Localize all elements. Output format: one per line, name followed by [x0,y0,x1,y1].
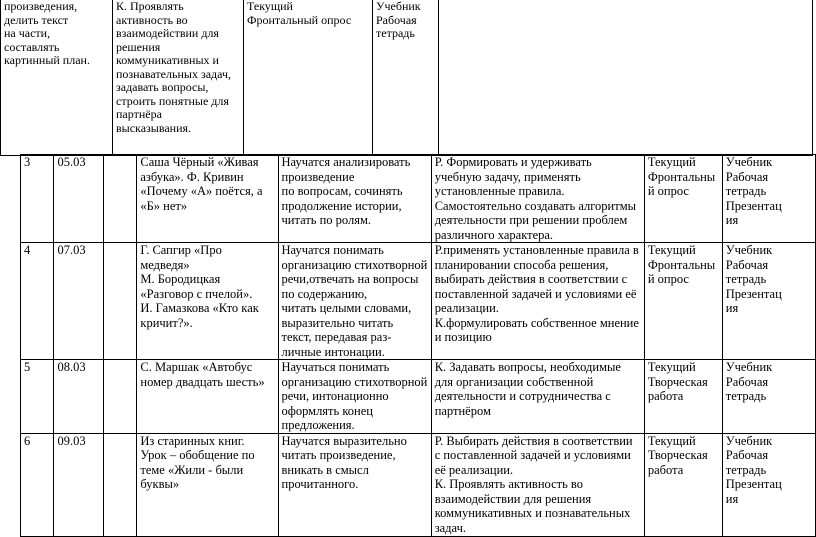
cell-num: 3 [21,155,54,243]
cell-topic: Из старинных книг. Урок – обобщение по теме «Жили - были буквы» [137,433,278,536]
cell-materials: Учебник Рабочая тетрадь Презентац ия [722,243,815,360]
cell-materials: Учебник Рабочая тетрадь Презентац ия [722,433,815,536]
cell-empty [104,360,137,434]
cell-date: 09.03 [54,433,104,536]
cell-uud: Р.применять установленные правила в планировании способа решения, выбирать действия в соответствии с поставленной задачей и условиями её реализации. К.формулировать собственное мнение и позицию [431,243,644,360]
cell-topic: С. Маршак «Автобус номер двадцать шесть» [137,360,278,434]
table-row [21,155,816,243]
table-row [21,243,816,360]
cell-num: 5 [21,360,54,434]
cell-control: Текущий Творческая работа [644,433,722,536]
cell-num: 6 [21,433,54,536]
cell-results: Научатся анализировать произведение по вопросам, сочинять продолжение истории, читать по ролям. [278,155,431,243]
cell-date: 05.03 [54,155,104,243]
cell-num: 4 [21,243,54,360]
table-row [21,433,816,536]
top-row [1,0,813,156]
table-row [21,360,816,434]
cell-uud: К. Задавать вопросы, необходимые для организации собственной деятельности и сотрудничества с партнёром [431,360,644,434]
top-cell-empty [439,0,813,156]
cell-date: 08.03 [54,360,104,434]
cell-results: Научаться понимать организацию стихотворной речи, интонационно оформлять конец предложения. [278,360,431,434]
cell-empty [104,243,137,360]
cell-empty [104,155,137,243]
cell-control: Текущий Фронтальны й опрос [644,243,722,360]
cell-topic: Саша Чёрный «Живая азбука». Ф. Кривин «Почему «А» поётся, а «Б» нет» [137,155,278,243]
cell-results: Научатся понимать организацию стихотворной речи,отвечать на вопросы по содержанию, читать целыми словами, выразительно читать текст, передавая раз- личные интонации. [278,243,431,360]
cell-topic: Г. Сапгир «Про медведя» М. Бородицкая «Разговор с пчелой». И. Гамазкова «Кто как кричит?». [137,243,278,360]
cell-results: Научатся выразительно читать произведение, вникать в смысл прочитанного. [278,433,431,536]
top-cell-materials: Учебник Рабочая тетрадь [373,0,439,156]
cell-uud: Р. Формировать и удерживать учебную задачу, применять установленные правила. Самостоятельно создавать алгоритмы деятельности при решении проблем различного характера. [431,155,644,243]
cell-empty [104,433,137,536]
cell-materials: Учебник Рабочая тетрадь [722,360,815,434]
top-cell-uud: К. Проявлять активность во взаимодействии для решения коммуникативных и познавательных задач, задавать вопросы, строить понятные для партнёра высказывания. [113,0,244,156]
cell-date: 07.03 [54,243,104,360]
cell-control: Текущий Фронтальны й опрос [644,155,722,243]
top-cell-control: Текущий Фронтальный опрос [244,0,373,156]
lesson-plan-table [20,154,816,537]
top-cell-skills: произведения, делить текст на части, составлять картинный план. [1,0,113,156]
top-table-fragment [0,0,813,156]
cell-control: Текущий Творческая работа [644,360,722,434]
cell-materials: Учебник Рабочая тетрадь Презентац ия [722,155,815,243]
cell-uud: Р. Выбирать действия в соответствии с поставленной задачей и условиями её реализации. К. Проявлять активность во взаимодействии для решения коммуникативных и познавательных задач. [431,433,644,536]
